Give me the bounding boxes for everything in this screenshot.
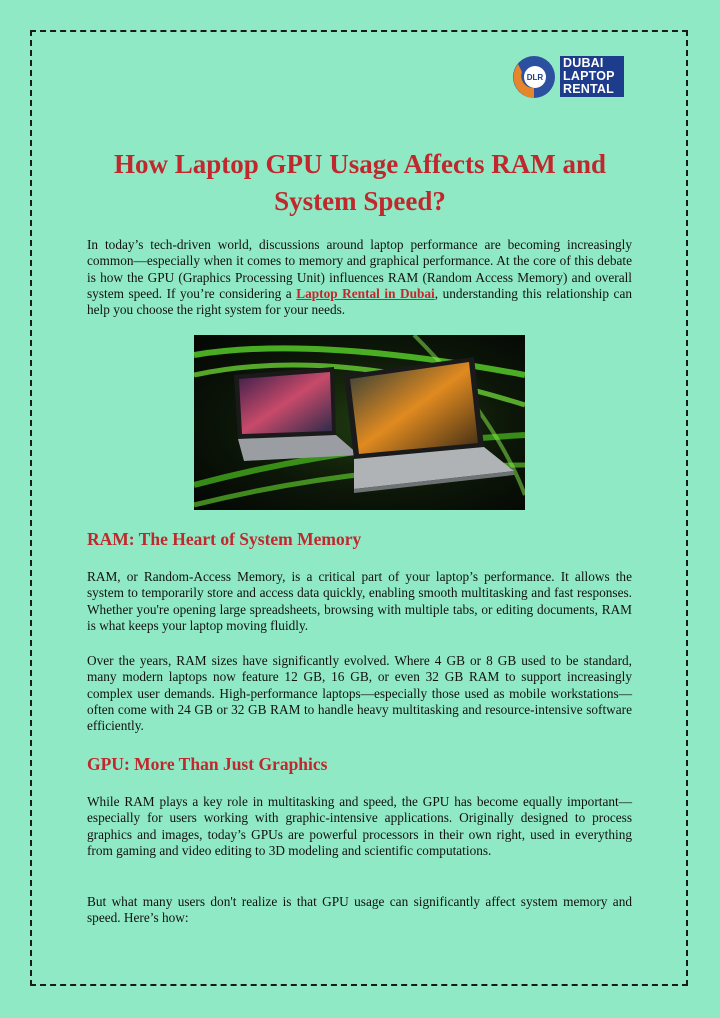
gpu-section-heading: GPU: More Than Just Graphics [87, 754, 328, 774]
page-title [60, 146, 660, 220]
logo-emblem-icon [508, 50, 558, 104]
logo-line: LAPTOP [563, 69, 615, 83]
intro-text: In today’s tech-driven world, discussions around laptop performance are becoming increasingly common—especially when it comes to memory and graphical performance. At the core of this debate is how the GPU (Graphics Processing Unit) influences RAM (Random Access Memory) and overall system speed. If you’re considering a [87, 237, 632, 301]
logo-emblem-text: DLR [526, 73, 544, 82]
gpu-paragraph-1: While RAM plays a key role in multitasking and speed, the GPU has become equally important—especially for users working with graphic-intensive applications. Originally designed to process graphics and images, today’s GPUs are powerful processors in their own right, used in everything from gaming and video editing to 3D modeling and scientific computations. [87, 794, 632, 858]
laptop-illustration-icon [194, 335, 525, 510]
title-line: System Speed? [274, 186, 446, 216]
company-logo [508, 50, 626, 104]
intro-paragraph [87, 237, 632, 318]
intro-text-end: , understanding this relationship can help you choose the right system for your needs. [87, 285, 632, 318]
logo-line: DUBAI [563, 56, 604, 70]
gpu-paragraph-2: But what many users don't realize is that GPU usage can significantly affect system memory and speed. Here’s how: [87, 894, 632, 926]
logo-wordmark [560, 56, 624, 97]
ram-paragraph-1: RAM, or Random-Access Memory, is a critical part of your laptop’s performance. It allows the system to temporarily store and access data quickly, enabling smooth multitasking and fast responses. Whether you're opening large spreadsheets, browsing with multiple tabs, or editing documents, RAM is what keeps your laptop moving fluidly. [87, 569, 632, 633]
laptop-rental-link[interactable]: Laptop Rental in Dubai [296, 285, 435, 301]
title-line: How Laptop GPU Usage Affects RAM and [114, 149, 606, 179]
ram-section-heading: RAM: The Heart of System Memory [87, 529, 362, 549]
ram-paragraph-2: Over the years, RAM sizes have significantly evolved. Where 4 GB or 8 GB used to be standard, many modern laptops now feature 12 GB, 16 GB, or even 32 GB RAM to support increasingly complex user demands. High-performance laptops—especially those used as mobile workstations—often come with 24 GB or 32 GB RAM to handle heavy multitasking and resource-intensive software efficiently. [87, 653, 632, 734]
hero-laptop-image [194, 335, 525, 510]
logo-line: RENTAL [563, 82, 614, 96]
